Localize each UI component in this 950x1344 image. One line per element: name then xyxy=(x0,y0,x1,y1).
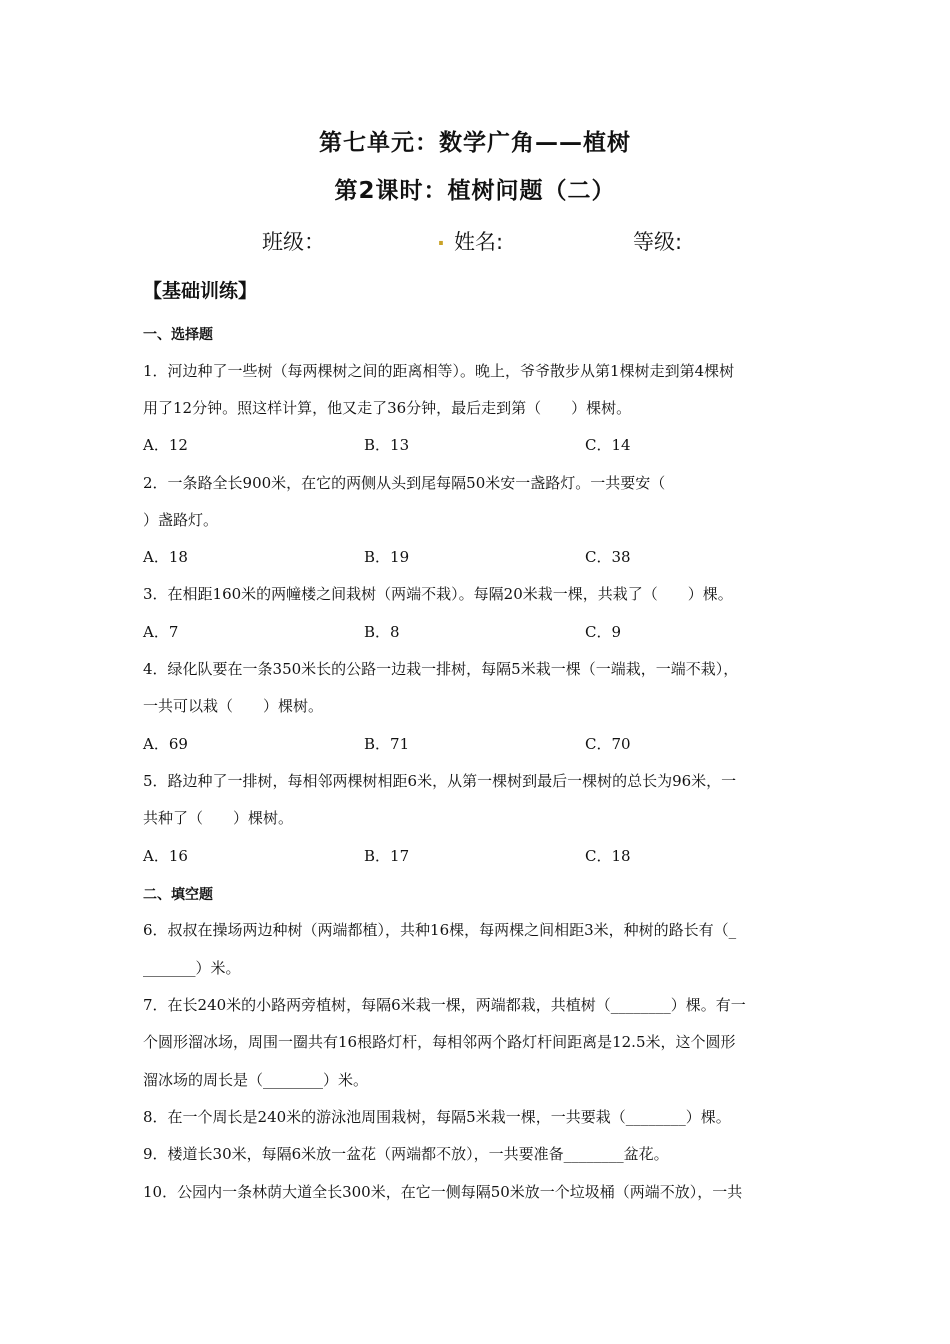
separator-dot: . xyxy=(437,226,445,250)
part1-heading: 一、选择题 xyxy=(143,327,213,343)
part2-heading: 二、填空题 xyxy=(143,887,213,903)
question-line: ）盏路灯。 xyxy=(143,511,219,529)
question-line: 1．河边种了一些树（每两棵树之间的距离相等）。晚上，爷爷散步从第1棵树走到第4棵树 xyxy=(143,362,735,380)
option-b: B．8 xyxy=(364,623,400,641)
fill-blank-line: 10．公园内一条林荫大道全长300米，在它一侧每隔50米放一个垃圾桶（两端不放），一共 xyxy=(143,1183,743,1201)
fill-blank-line: 7．在长240米的小路两旁植树，每隔6米栽一棵，两端都栽，共植树（________）棵。有一 xyxy=(143,996,746,1014)
section-basic-training: 【基础训练】 xyxy=(143,280,258,302)
option-b: B．17 xyxy=(364,847,410,865)
option-c: C．14 xyxy=(585,436,631,454)
question-line: 共种了（ ）棵树。 xyxy=(143,809,294,827)
fill-blank-line: 9．楼道长30米，每隔6米放一盆花（两端都不放），一共要准备________盆花。 xyxy=(143,1145,669,1163)
option-c: C．9 xyxy=(585,623,622,641)
fill-blank-line: 8．在一个周长是240米的游泳池周围栽树，每隔5米栽一棵，一共要栽（________）棵。 xyxy=(143,1108,731,1126)
option-b: B．13 xyxy=(364,436,410,454)
option-b: B．71 xyxy=(364,735,410,753)
option-a: A．69 xyxy=(143,735,188,753)
option-c: C．38 xyxy=(585,548,631,566)
grade-label: 等级: xyxy=(633,230,683,254)
question-line: 2．一条路全长900米，在它的两侧从头到尾每隔50米安一盏路灯。一共要安（ xyxy=(143,474,666,492)
option-b: B．19 xyxy=(364,548,410,566)
unit-title: 第七单元：数学广角——植树 xyxy=(319,130,631,156)
option-c: C．70 xyxy=(585,735,631,753)
question-line: 5．路边种了一排树，每相邻两棵树相距6米，从第一棵树到最后一棵树的总长为96米，一 xyxy=(143,772,737,790)
question-line: 3．在相距160米的两幢楼之间栽树（两端不栽）。每隔20米栽一棵，共栽了（ ）棵。 xyxy=(143,585,733,603)
option-a: A．7 xyxy=(143,623,179,641)
fill-blank-line: 6．叔叔在操场两边种树（两端都植），共种16棵，每两棵之间相距3米，种树的路长有（_ xyxy=(143,921,737,939)
question-line: 用了12分钟。照这样计算，他又走了36分钟，最后走到第（ ）棵树。 xyxy=(143,399,632,417)
question-line: 一共可以栽（ ）棵树。 xyxy=(143,697,324,715)
option-a: A．18 xyxy=(143,548,188,566)
class-label: 班级： xyxy=(262,230,325,254)
fill-blank-line: 溜冰场的周长是（________）米。 xyxy=(143,1071,369,1089)
name-label: 姓名: xyxy=(454,230,504,254)
fill-blank-line: _______）米。 xyxy=(143,959,241,977)
fill-blank-line: 个圆形溜冰场，周围一圈共有16根路灯杆，每相邻两个路灯杆间距离是12.5米，这个圆形 xyxy=(143,1033,736,1051)
question-line: 4．绿化队要在一条350米长的公路一边栽一排树，每隔5米栽一棵（一端栽，一端不栽）， xyxy=(143,660,739,678)
option-a: A．16 xyxy=(143,847,188,865)
option-a: A．12 xyxy=(143,436,188,454)
option-c: C．18 xyxy=(585,847,631,865)
lesson-title: 第2课时：植树问题（二） xyxy=(334,178,616,204)
